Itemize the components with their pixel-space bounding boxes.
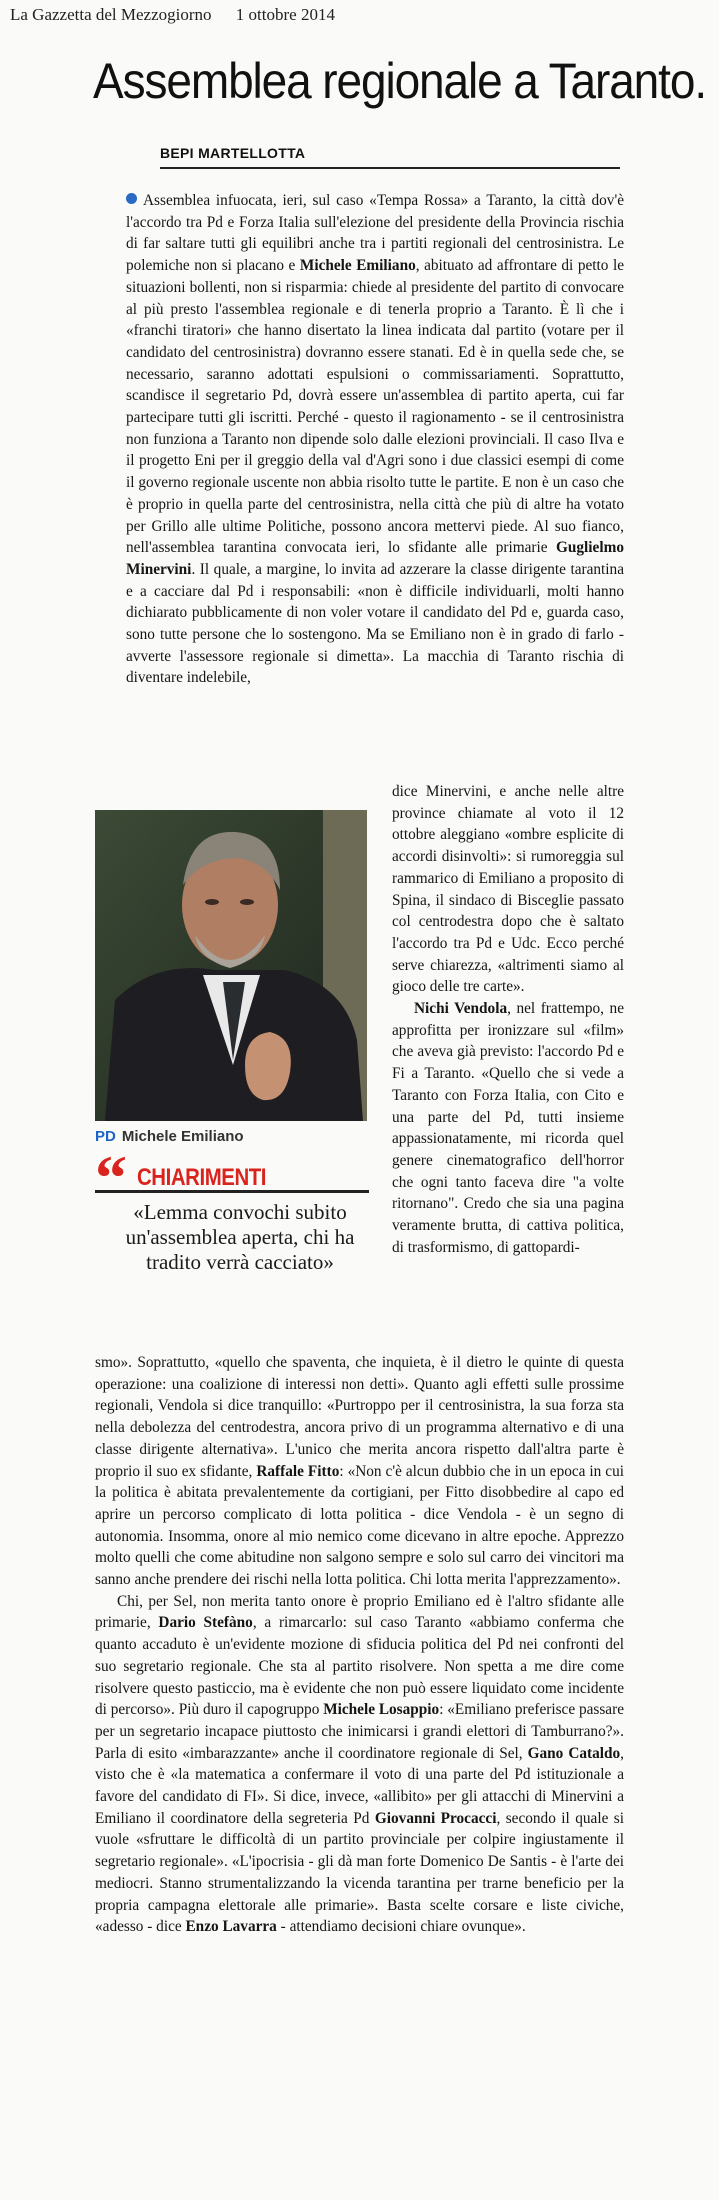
text-run: , nel frattempo, ne approfitta per ironizzare sul «film» che aveva già previsto: l'accordo Pd e Fi a Taranto. «Quello che si vede a Taranto con Forza Italia, con Cito e una parte del Pd, tutti insieme appassionatamente, mi ricorda quel genere cinematografico dell'horror che ogni tanto faceva dire "a volte ritornano". Credo che sia una pagina veramente brutta, di cattiva politica, di trasformismo, di gattopardi- [392,1000,624,1256]
text-run: smo». Soprattutto, «quello che spaventa, che inquieta, è il dietro le quinte di questa operazione: una coalizione di interessi non detti». Quanto agli effetti sulle prossime regionali, Vendola si dice tranquillo: «Purtroppo per il centrosinistra, la sua forza sta nella debolezza del centrodestra, ancora privo di un programma alternativo e di una classe dirigente alternativa». L'unico che merita ancora rispetto dall'altra parte è proprio il suo ex sfidante, [95,1354,624,1480]
caption-party-tag: PD [95,1128,116,1145]
text-run: dice Minervini, e anche nelle altre province chiamate al voto il 12 ottobre aleggiano «ombre esplicite di accordi disinvolti»: si rumoreggia sul rammarico di Emiliano a proposito di Spina, il sindaco di Bisceglie passato col centrodestra dopo che è saltato l'accordo tra Pd e Udc. Ecco perché serve chiarezza, «altrimenti siamo al gioco delle tre carte». [392,783,624,996]
text-run: : «Emiliano preferisce passare per un segretario incapace piuttosto che inimicarsi i grandi elettori di Tamburrano?». Parla di esito «imbarazzante» anche il coordinatore regionale di Sel, [95,1701,624,1762]
publication-date: 1 ottobre 2014 [235,5,335,24]
sidebar-heading [95,1142,369,1213]
person-name: Gano Cataldo [527,1744,621,1762]
portrait-image [95,810,367,1121]
person-name: Giovanni Procacci [374,1809,497,1827]
photo-caption [95,1128,375,1145]
article-title: Assemblea regionale a Taranto. [93,53,706,109]
body-paragraph [95,1591,624,1938]
body-paragraph [95,1352,624,1591]
person-name: Nichi Vendola [414,1000,508,1018]
person-name: Enzo Lavarra [185,1918,277,1936]
newspaper-name: La Gazzetta del Mezzogiorno [10,5,212,24]
text-run: , visto che è «la matematica a confermare il voto di una parte del Pd istituzionale a favore del candidato di FI». Si dice, invece, «allibito» per gli attacchi di Minervini a Emiliano il coordinatore della segreteria Pd [95,1744,624,1827]
person-name: Michele Losappio [323,1701,440,1719]
person-name: Dario Stefàno [158,1614,253,1632]
text-run: , secondo il quale si vuole «sfruttare le difficoltà di un partito provinciale per colpire ingiustamente il segretario regionale». «L'ipocrisia - gli dà man forte Domenico De Santis - è l'arte dei mediocri. Stanno strumentalizzando la vicenda tarantina per trarne beneficio per la propria campagna elettorale alle primarie». Basta scelte corsare e liste civiche, «adesso - dice [95,1809,625,1936]
text-run: , a rimarcarlo: sul caso Taranto «abbiamo conferma che quanto accaduto è un'evidente mozione di sfiducia politica del Pd nei confronti del suo segretario regionale. Che sta al partito risolvere. Non spetta a me dire come risolvere questo pasticcio, ma è evidente che non può essere liquidato come incidente di percorso». Più duro il capogruppo [95,1614,624,1719]
bullet-icon [126,193,137,204]
caption-name: Michele Emiliano [121,1128,244,1145]
text-run: Assemblea infuocata, ieri, sul caso «Tempa Rossa» a Taranto, la città dov'è l'accordo tra Pd e Forza Italia sull'elezione del presidente della Provincia rischia di far saltare tutti gli equilibri anche tra i partiti regionali del centrosinistra. Le polemiche non si placano e [126,192,624,275]
article-body-right [392,781,624,1258]
person-name: Raffale Fitto [256,1462,340,1480]
text-run: . Il quale, a margine, lo invita ad azzerare la classe dirigente tarantina e a cacciare dal Pd i responsabili: «non è difficile individuarli, molti hanno dichiarato pubblicamente di non voler votare il candidato del Pd e, guarda caso, sono tutte persone che lo sostengono. Ma se Emiliano non è in grado di farlo - avverte l'assessore regionale si dimetta». La macchia di Taranto rischia di diventare indelebile, [126,560,624,687]
pull-quote: «Lemma convochi subito un'assemblea aperta, chi ha tradito verrà cacciato» [125,1200,355,1274]
article-byline: BEPI MARTELLOTTA [160,145,620,169]
article-body-bottom [95,1352,624,1938]
text-run: Chi, per Sel, non merita tanto onore è proprio Emiliano ed è l'altro sfidante alle primarie, [95,1592,624,1632]
body-paragraph [392,998,624,1258]
sidebar-label: CHIARIMENTI [137,1164,267,1191]
body-paragraph [392,781,624,998]
person-name: Michele Emiliano [299,257,416,275]
text-run: : «Non c'è alcun dubbio che in un epoca in cui la politica è abitata prevalentemente da cortigiani, per Fitto disobbedire al capo ed aprire un percorso complicato di lotta politica - dice Vendola - è un segno di autonomia. Insomma, onore al mio nemico come dicevano in altre epoche. Apprezzo molto quelli che come abitudine non salgono sempre e solo sul carro dei vincitori ma sanno anche prendere dei rischi nella lotta politica. Chi lotta merita l'apprezzamento». [95,1462,624,1589]
page-header [10,5,710,25]
body-paragraph [126,190,624,689]
text-run: , abituato ad affrontare di petto le situazioni bollenti, non si risparmia: chiede al presidente del partito di convocare al più presto l'assemblea regionale e di tenerla proprio a Taranto. È lì che i «franchi tiratori» che hanno disertato la linea indicata dal partito (votare per il candidato del centrosinistra) dovranno essere stanati. Ed è in quella sede che, se necessario, saranno adottati espulsioni o commissariamenti. Soprattutto, scandisce il segretario Pd, dovrà essere un'assemblea di partito aperta, cui far partecipare tutti gli iscritti. Perché - questo il ragionamento - se il centrosinistra non funziona a Taranto non dipende solo dalle elezioni provinciali. Il caso Ilva e il progetto Eni per il greggio della val d'Agri sono i due classici esempi di come il governo regionale uscente non abbia risolto tutte le partite. E non è un caso che è proprio in quella parte del centrosinistra, nella città che più di altre ha votato per Grillo alle ultime Politiche, possono ancora mettervi piede. Al suo fianco, nell'assemblea tarantina convocata ieri, lo sfidante alle primarie [126,257,624,557]
photo-michele-emiliano [95,810,367,1121]
text-run: - attendiamo decisioni chiare ovunque». [276,1918,526,1936]
article-body-top [126,190,624,689]
person-name: Guglielmo Minervini [126,539,624,578]
quote-mark-icon: “ [95,1142,127,1213]
